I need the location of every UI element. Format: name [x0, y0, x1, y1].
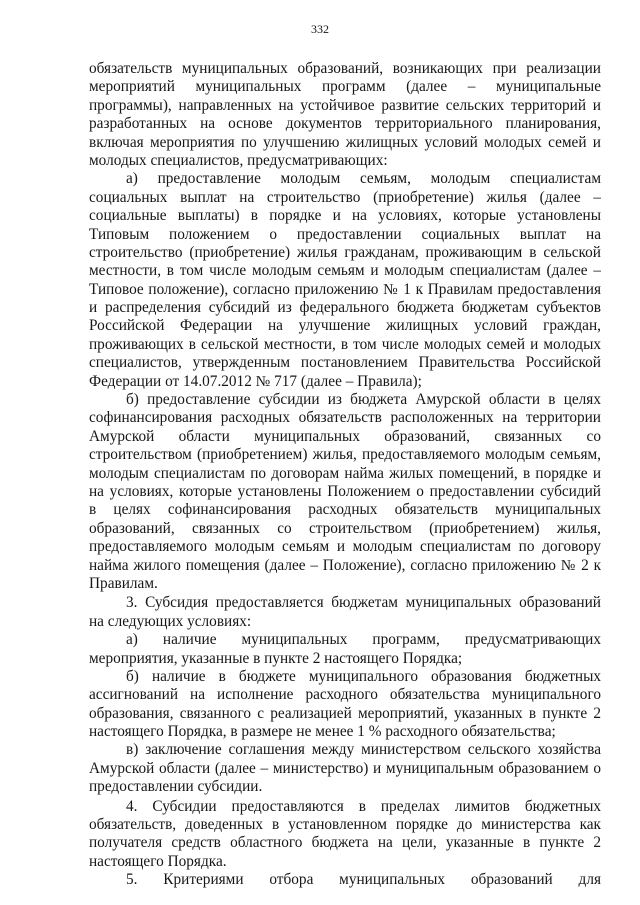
text-line: специалистов, утвержденным постановлением Правительства Российской [89, 354, 601, 372]
text-line: 5. Критериями отбора муниципальных образований для [126, 871, 601, 889]
text-line: на следующих условиях: [89, 612, 252, 630]
text-line: 4. Субсидии предоставляются в пределах лимитов бюджетных [126, 797, 601, 815]
text-line: настоящего Порядка, в размере не менее 1 % расходного обязательства; [89, 723, 556, 741]
text-line: программы), направленных на устойчивое развитие сельских территорий и [89, 96, 601, 114]
text-line: настоящего Порядка. [89, 852, 227, 870]
text-line: Амурской области (далее – министерство) и муниципальным образованием о [89, 759, 601, 777]
text-line: разработанных на основе документов территориального планирования, [89, 115, 601, 133]
text-line: социальных выплат на строительство (приобретение) жилья (далее – [89, 188, 601, 206]
text-line: проживающих в сельской местности, в том числе молодых семей и молодых [89, 335, 601, 353]
text-line: Российской Федерации на улучшение жилищных условий граждан, [89, 317, 601, 335]
text-line: в) заключение соглашения между министерством сельского хозяйства [126, 741, 601, 759]
text-line: Типовым положением о предоставлении социальных выплат на [89, 225, 601, 243]
text-line: получателя средств областного бюджета на цели, указанные в пункте 2 [89, 834, 601, 852]
text-line: Типовое положение), согласно приложению № 1 к Правилам предоставления [89, 280, 601, 298]
text-line: б) наличие в бюджете муниципального образования бюджетных [126, 667, 601, 685]
text-line: мероприятий муниципальных программ (далее – муниципальные [89, 78, 601, 96]
text-line: 3. Субсидия предоставляется бюджетам муниципальных образований [126, 594, 601, 612]
text-line: молодым специалистам по договорам найма жилых помещений, в порядке и [89, 464, 601, 482]
text-line: а) предоставление молодым семьям, молодым специалистам [126, 170, 601, 188]
text-line: и распределения субсидий из федерального бюджета бюджетам субъектов [89, 299, 601, 317]
text-line: молодых специалистов, предусматривающих: [89, 151, 388, 169]
text-line: предоставлении субсидии. [89, 778, 263, 796]
text-line: строительство (приобретение) жилья гражданам, проживающим в сельской [89, 243, 601, 261]
text-line: а) наличие муниципальных программ, предусматривающих [126, 631, 601, 649]
text-line: образований, связанных со строительством (приобретением) жилья, [89, 519, 601, 537]
text-line: софинансирования расходных обязательств расположенных на территории [89, 409, 601, 427]
text-line: ассигнований на исполнение расходного обязательства муниципального [89, 686, 601, 704]
text-line: обязательств муниципальных образований, возникающих при реализации [89, 60, 601, 77]
text-line: найма жилого помещения (далее – Положение), согласно приложению № 2 к [89, 556, 601, 574]
text-line: образования, связанного с реализацией мероприятий, указанных в пункте 2 [89, 704, 601, 722]
page-number: 332 [311, 22, 329, 36]
body-text [89, 60, 601, 890]
text-line: б) предоставление субсидии из бюджета Амурской области в целях [126, 391, 601, 409]
text-line: в целях софинансирования расходных обязательств муниципальных [89, 501, 601, 519]
text-line: предоставляемого молодым семьям и молодым специалистам по договору [89, 538, 601, 556]
text-line: Амурской области муниципальных образований, связанных со [89, 427, 601, 445]
text-line: строительством (приобретением) жилья, предоставляемого молодым семьям, [89, 446, 601, 464]
text-line: Федерации от 14.07.2012 № 717 (далее – Правила); [89, 372, 422, 390]
text-line: местности, в том числе молодым семьям и молодым специалистам (далее – [89, 262, 601, 280]
text-line: Правилам. [89, 574, 158, 592]
text-line: включая мероприятия по улучшению жилищных условий молодых семей и [89, 133, 601, 151]
text-line: обязательств, доведенных в установленном порядке до министерства как [89, 816, 601, 834]
text-line: на условиях, которые установлены Положением о предоставлении субсидий [89, 482, 601, 500]
text-line: мероприятия, указанные в пункте 2 настоящего Порядка; [89, 649, 463, 667]
text-line: социальные выплаты) в порядке и на условиях, которые установлены [89, 207, 601, 225]
